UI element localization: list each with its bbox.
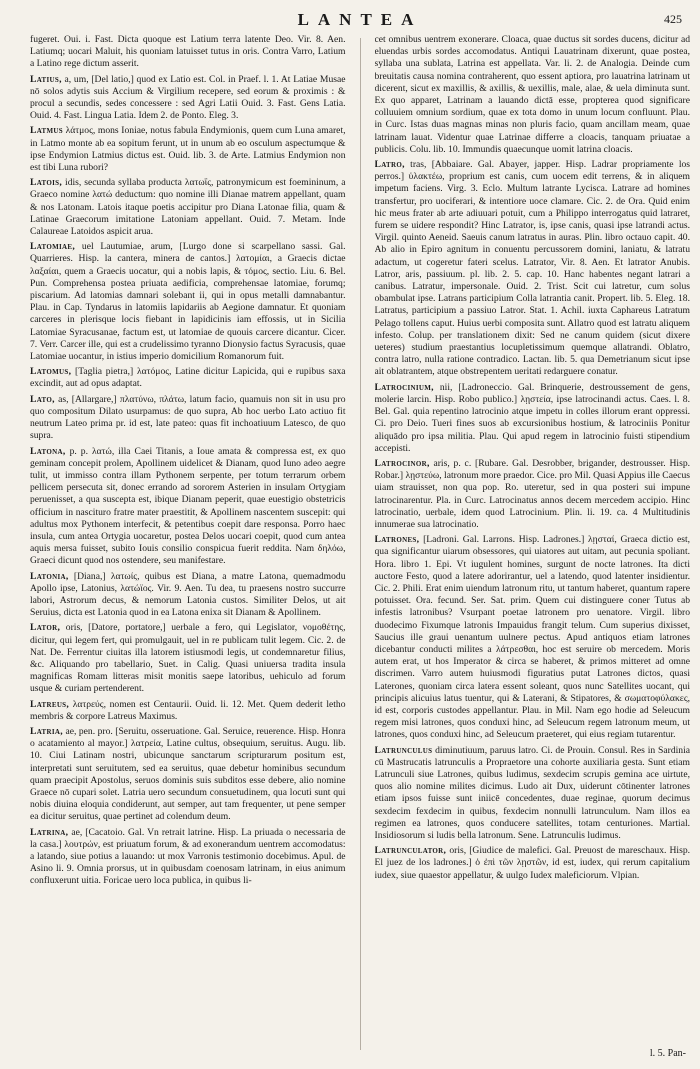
right-column <box>375 34 691 1054</box>
dictionary-entry <box>30 726 346 824</box>
entry-text: [Taglia pietra,] λατόμος, Latine dicitur Lapicida, qui e rupibus saxa excindit, aut ad opus adaptat. <box>30 366 346 390</box>
dictionary-entry <box>30 622 346 695</box>
entry-text: uel Lautumiae, arum, [Lurgo done si scarpellano sassi. Gal. Quarrieres. Hisp. la cantera, minera de cantos.] λατομίαι, a Graecis dictae λαξαίαι, quem a Graecis uocatur, qui a nobis lapis, & τόμος, sectio. Liu. 6. Bel. Pun. Comprehensa postea priuata aedificia, comprehensae latomiae, forumq; piscarium. Ad latomias damnari solebant ii, qui in opus metalli damnabantur. Plau. in Cap. Tyndarus in latomiis lapidariis ab Aegione damnatur. Et quoniam carceres in plerisque locis fiebant in lapidicinis iam effossis, ut in Sicilia Latomiae Syracusanae, factum est, ut latomiae de quouis carcere dicantur. Cicer. 7. Verr. Carcer ille, qui est a crudelissimo tyranno Dionysio factus Syracusis, quae Latomiae uocantur, in istius imperio domicilium Romanorum fuit. <box>30 241 346 363</box>
headword: Lator, <box>30 622 61 634</box>
entry-text: cet omnibus uentrem exonerare. Cloaca, quae ductus sit sordes ducens, dicitur ad eluendas urbis sordes accomodatus. Antiqui Lauatrinam dixerunt, quae postea, syllaba una sublata, Latrina est appellata. Var. li. 2. de Analogia. Deinde cum breuitatis causa nomina contraherent, quo essent aptiora, pro lauatrina latrinam ut dicerent, sicut ex maxillis, & axillis, & uexillis, male, alae, & uela diminuta sunt. Ex quo apparet, Latrinam a lauando dictā esse, propterea quod significare colluuiem omnium sordium, quae ex tota domo in unum locum confluunt. Plau. in Curc. Istas duas magnas minas non pluris facio, quam ancillam meam, quae latrinam lauat. Videntur quae Latrinae differre a cloacis, tanquam priuatae a publicis. Colu. lib. 10. Immundis quaecunque uomit latrina cloacis. <box>374 34 691 155</box>
dictionary-entry <box>375 382 691 455</box>
dictionary-entry <box>30 125 346 174</box>
entry-text: p. p. λατώ, illa Caei Titanis, a Ioue amata & compressa est, ex quo geminam concepit prolem, Apollinem uidelicet & Dianam, quod Iuno adeo aegre tulit, ut immisso contra illam Pythonem serpente, per totum terrarum orbem pellicem persecuta sit, donec errando ad sororem Asterien in insulam Ortygiam peruenisset, a qua suscepta est, ibique Dianam peperit, quae euestigio obstetricis officium in nascituro fratre mater praestitit, & Apollinem nascentem suscepit: qui adultus mox Pythonem interfecit, & petentibus coepit dare responsa. Porro haec insula, cum antea Ortygia uocaretur, postea Delos uocari coepit, quod cum antea aquis mersa fuisset, subito Iouis consilio conspicua fuerit reddita. Nam δηλόω, Graeci dicunt quod nos ostendere, seu manifestare. <box>30 445 346 567</box>
headword: Latona, <box>30 445 66 457</box>
dictionary-entry <box>30 177 346 238</box>
headword: Latius, <box>30 73 62 85</box>
page-number: 425 <box>664 12 682 26</box>
headword: Latonia, <box>30 570 69 582</box>
left-column <box>30 34 346 1054</box>
entry-text: idis, secunda syllaba producta λατωΐς, patronymicum est foemininum, a Graeco nomine λατώ deductum: quo nomine illi Dianae matrem appellant, quam & nos Latonam. Latois itaque poetis accipitur pro Diana Latonae filia, quam & Latinae Graecorum imitatione Latoniam appellant. Ouid. 7. Metam. Inde Calaureae Latoidos aspicit arua. <box>30 177 346 238</box>
entry-text: as, [Allargare,] πλατύνω, πλάτω, latum facio, quamuis non sit in usu pro quo compositum Dilato usurpamus: de quo supra, Ab hoc uerbo Lato actiuo fit neutrum Lateo prima pr. id est, late pateo: quas fit inchoatiuum Latesco, de quo supra. <box>30 393 346 442</box>
headword: Latrina, <box>30 826 69 838</box>
dictionary-entry <box>375 534 691 741</box>
headword: Latria, <box>30 725 63 737</box>
headword: Latomus, <box>30 366 72 378</box>
dictionary-entry <box>30 571 346 620</box>
entry-text: ae, [Cacatoio. Gal. Vn retrait latrine. Hisp. La priuada o necessaria de la casa.] λουτρών, est priuatum forum, & ad exonerandum uentrem accomodatus: a latando, siue potius a lauando: ut mox Varronis testimonio docebimus. Apul. de Asino li. 9. Omnia prorsus, ut in quibusdam coenosam latrinam, in eius animum confluxerunt uitia. Foricae uero loca publica, in quibus li- <box>30 826 346 887</box>
dictionary-entry <box>30 74 346 123</box>
entry-text: [Ladroni. Gal. Larrons. Hisp. Ladrones.] λῃσταί, Graeca dictio est, qua significantur uiarum obsessores, qui uiatores aut uitam, aut pecunia spoliant. Hora. libro 1. Epi. Vt iugulent homines, surgunt de nocte latrones. Ita dicti auctore Festo, quod a latere adorirantur, uel a latendo, quod latenter insidientur. Cic. 2. Phili. Erat enim uiendum latronum ritu, ut tantum haberet, quantum rapere potuisset. Ora. fecund. Ser. Sat. prim. Quem cui distinguere coner Tutus ab infestis latronibus? Vsurpant poetae latronem pro uenatore. Virgil. libro duodecimo Fixumque latronis Impauidus frangit telum. Cum superius dixisset, Saucius ille graui uenantum uulnere pectus. Apud antiquos etiam latrones dicebantur conducti milites a λάτρεσθαι, hoc est seruire ob mercedem. Moris autem erat, ut hos Imperator & circa se haberet, & primos mitteret ad omne discrimen. Varro autem huiusmodi figuratius putat Latrones dictos, quasi Laterones, quoniam circa latera essent soleant, quos nunc Satellites uocant, qui principis alicuius latus tuentur, qui & Laterani, & Stipatores, & σωματοφύλακες, id est, corporis custodes appellantur. Plau. in Mil. Nam ego hodie ad Seleucum regem misi latrones, quos conduxi hinc, ad Seleucum regem latronum meum, ut latrones, quos conduxi hinc, ad Seleucum praeteret, qui eius regiam tutarentur. <box>374 534 691 741</box>
headword: Latrunculus <box>374 744 433 756</box>
entry-text: nii, [Ladroneccio. Gal. Brinquerie, destroussement de gens, molerie larcin. Hisp. Robo publico.] λῃστεία, ipse latrocinandi actus. Caes. l. 8. Bel. Gal. quia repentino latrocinio atque impetu in colles illorum erant oppressi. Ci. pro Deio. Tueri fines suos ab excursionibus hostium, & latrociniis Ponitur aliquādo pro ipsa militia. Plau. Qui apud regem in latrocinio fuisti stipendium accepisti. <box>374 381 691 454</box>
dictionary-entry <box>30 827 346 888</box>
headword: Latrones, <box>374 534 420 546</box>
entry-text: diminutiuum, paruus latro. Ci. de Prouin. Consul. Res in Sardinia cū Mastrucatis latrunculis a Propraetore una cohorte auxiliaria gesta. Sunt etiam Latrunculi siue Latrones, quibus ludimus, sexdecim scrupis gemina ace uirtute, quos alio nomine milites dicimus. Ludo ait Dux, uiderunt cōtinenter latrones etiam ipsos fuisse sunt iniicē concedentes, duae reginae, quorum decimus sexdecim fexdecim in quibus, fexdecim nonnulli latrunculum. Nam illos ea regimen ea latrones, quos conducere satellites, totam centuriones. Martial. Insidiosorum si ludis bella latronum. Sene. Latrunculis ludimus. <box>374 744 691 841</box>
headword: Latrocinor, <box>374 457 430 469</box>
dictionary-entry <box>30 446 346 568</box>
entry-text: fugeret. Oui. i. Fast. Dicta quoque est Latium terra latente Deo. Vir. 8. Aen. Latiumq; uocari Maluit, his quoniam latuisset tutus in oris. Contra Varro, Latium a Latino rege dictum asserit. <box>30 34 346 70</box>
dictionary-entry <box>375 745 691 843</box>
headword: Latomiae, <box>30 241 76 253</box>
page-header <box>30 10 690 36</box>
dictionary-entry <box>30 34 346 71</box>
dictionary-entry <box>375 34 691 156</box>
entry-text: λατρεύς, nomen est Centaurii. Ouid. li. 12. Met. Quem dederit letho membris & corpore Latreus Maximus. <box>30 698 346 722</box>
entry-text: aris, p. c. [Rubare. Gal. Desrobber, brigander, destrousser. Hisp. Robar.] λῃστεύω, latronum more praedor. Cice. pro Mil. Quasi Appius ille Caecus uiam strauisset, non qua pop. Ro. uteretur, sed in qua posteri sui impune latrocinarentur. Pla. in Curc. Latrocinatus annos decem mercedem accipio. Hinc latrocinatio, uerbale, idem quod Latrocinium. Plin. li. 19. ca. 4 Multitudinis innumerae sua latrocinatio. <box>374 457 691 530</box>
column-divider <box>360 38 361 1050</box>
entry-text: λάτμος, mons Ioniae, notus fabula Endymionis, quem cum Luna amaret, in Latmo monte ab ea sopitum ferunt, ut in unum ab eo osculum aspectumque & ipse Endymion Latmius dictus est. Ouid. lib. 3. de Arte. Latmius Endymion non est tibi Luna rubori? <box>30 125 346 174</box>
entry-text: tras, [Abbaiare. Gal. Abayer, japper. Hisp. Ladrar propriamente los perros.] ὑλακτέω, proprium est canis, cum uocem edit terrens, & in aliquem impetum faciens. Virg. 3. Eclo. Multum latrante Lycisca. Latrare ad homines transfertur, pro uociferari, & intentiore uoce clamare. Cic. 2. de Ora. Quid enim hic meus frater ab arte adiuuari potuit, cum a Philippo interrogatus quid latraret, furem se uidere respondit? Hinc Latrator, is, ipse canis, quasi ipse latrandi actus. Virgil. quinto Aeneid. Saeuis canum latratus in auras. Plin. libro octauo capit. 40. Ab alio in Epiro agnitum in conuentu percussorem domini, laniatu, & latratu adactum, ut cogeretur fateri scelus. Latrator, Vir. 8. Aen. Et latrator Anubis. Latror, aris, passiuum. pl. lib. 2. 5. cap. 10. Hanc habentes negant latrari a canibus. Latratur, impersonale. Ouid. 2. Trist. Scit cui latretur, cum solus obambulat ipse. Latrans participium Colla latrantia canit. Propert. lib. 5. Eleg. 18. Latratus, participium a passiuo Latror. Stat. 1. Achil. iuxta Caphareus Latratum Pelago tollens caput. Huius uerbi composita sunt. Allatro quod est latratu aliquem infesto. Colup. per translationem dixit: Sed ne canum quidem (sicut dixere ueteres) studium praestantius locupletissimum quemque allatrandi. Oblatro, contra latro, nulla ratione contradico. Lactan. lib. 5. qua Demetrianum sicut ipse ait oblatrantem, atque obstrepentem ueritati redarguere conatur. <box>374 159 691 378</box>
headword: Latro, <box>374 159 405 171</box>
dictionary-entry <box>30 241 346 363</box>
catchword: l. 5. Pan- <box>649 1048 686 1059</box>
entry-text: oris, [Datore, portatore,] uerbale a fero, qui Legislator, νομοθέτης, dicitur, qui legem fert, qui promulgauit, uel in re publicam tulit legem. Cic. 2. de Nat. De. Ferrentur ciuitas illa latorem istiusmodi legis, ut condemnaretur filius, &c. Aliquando pro tabellario, Suet. in Calig. Quasi uniuersa tradita insula magnificas Romam litteras misit monitis saepe latoribus, uehiculo ad forum usque & curiam pertenderent. <box>30 622 346 695</box>
entry-text: [Diana,] λατωίς, quibus est Diana, a matre Latona, quemadmodu Apollo ipse, Latonius, λατώϊος. Vir. 9. Aen. Tu dea, tu praesens nostro succurre labori, Astrorum decus, & nemorum Latonia custos. Similiter Delos, ut ait Seruius, dicta est Latonia quod in ea Latona enixa sit Dianam & Apollinem. <box>30 570 346 619</box>
headword: Latois, <box>30 177 63 189</box>
headword: Latrocinium, <box>374 381 434 393</box>
dictionary-entry <box>30 366 346 390</box>
running-head: LANTEA <box>297 10 423 29</box>
text-columns <box>30 34 690 1054</box>
headword: Latmus <box>30 125 63 137</box>
entry-text: oris, [Giudice de malefici. Gal. Preuost de mareschaux. Hisp. El juez de los ladrones.] ὁ ἐπὶ τῶν λῃστῶν, id est, iudex, qui rerum capitalium iudex, siue quaestor appellatur, & uulgo Iudex maleficiorum. Vlpian. <box>374 845 691 881</box>
entry-text: a, um, [Del latio,] quod ex Latio est. Col. in Praef. l. 1. At Latiae Musae nō solos adytis suis Accium & Virgilium recepere, sed eorum & proximis : & procul a secundis, sedes concessere : sed Agri Latii Ouid. 3. Fast. Gens Latia. Ouid. 4. Fast. Lingua Latia. Idem 2. de Ponto. Eleg. 3. <box>30 73 346 122</box>
headword: Latreus, <box>30 698 70 710</box>
dictionary-entry <box>375 458 691 531</box>
dictionary-entry <box>30 699 346 723</box>
dictionary-entry <box>375 159 691 379</box>
dictionary-entry <box>30 394 346 443</box>
headword: Lato, <box>30 393 55 405</box>
headword: Latrunculator, <box>374 845 447 857</box>
dictionary-entry <box>375 845 691 882</box>
entry-text: ae, pen. pro. [Seruitu, osseruatione. Gal. Seruice, reuerence. Hisp. Honra o acatamiento al mayor.] λατρεία, Latine cultus, obsequium, seruitus. Augu. lib. 10. Ciui Latinam nostri, ubicunque sanctarum scripturarum positum est, interpretati sunt seruitutem, sed ea seruitus, quae debetur hominibus secundum quam praecipit Apostolus, seruos dominis suis subditos esse debere, alio nomine Graece nō cupari solet. Latria uero secundum consuetudinem, qua locuti sunt qui nobis diuina eloquia condiderunt, aut semper, aut tam frequenter, ut pene semper ea dicitur seruitus, quae pertinet ad colendum deum. <box>30 725 346 823</box>
